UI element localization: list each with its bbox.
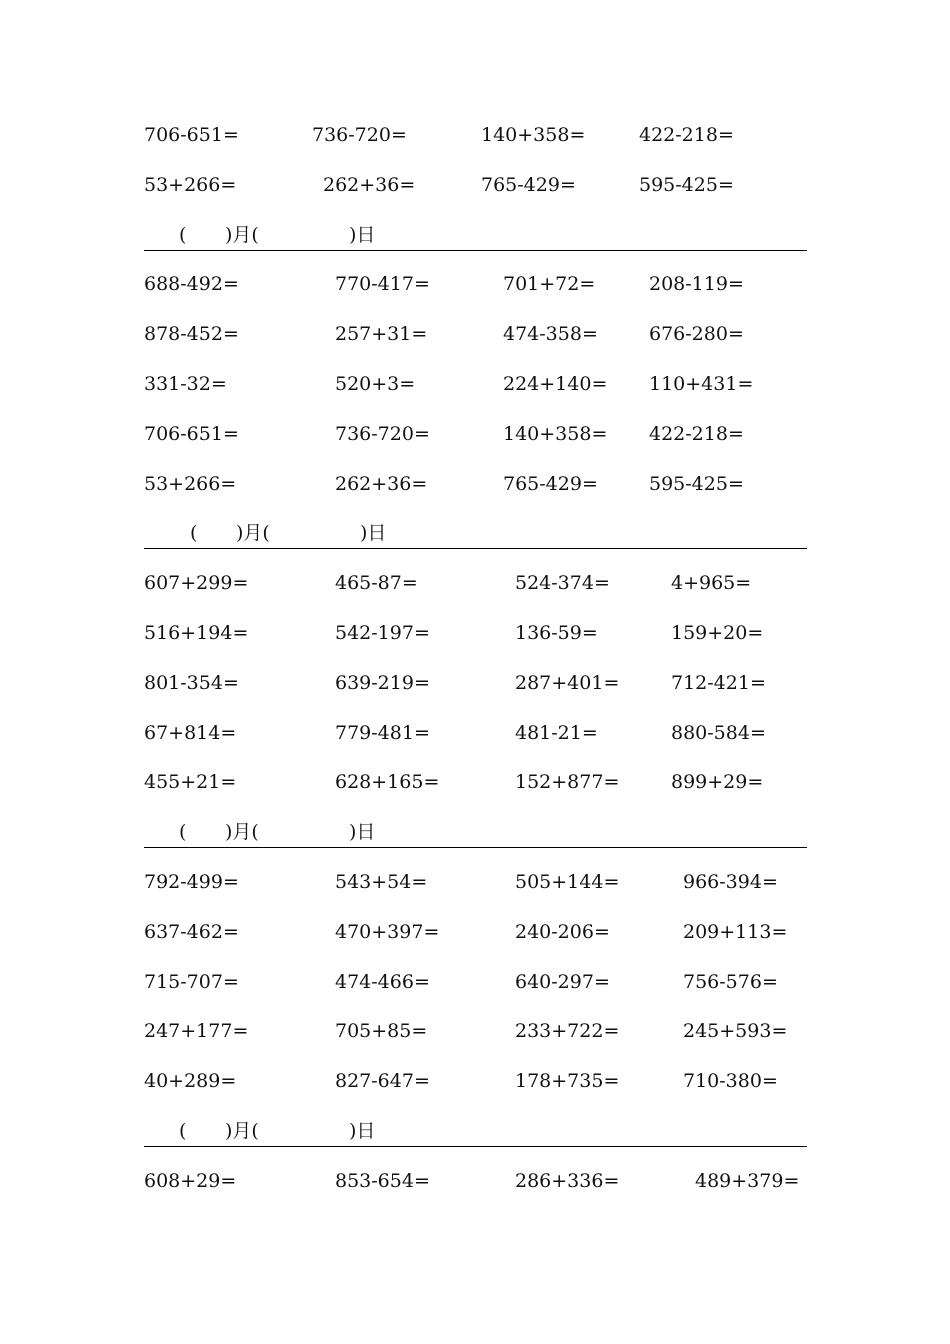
arithmetic-problem: 287+401=: [515, 671, 620, 694]
arithmetic-problem: 543+54=: [335, 871, 428, 893]
arithmetic-problem: 474-358=: [503, 323, 598, 346]
arithmetic-problem: 637-462=: [144, 920, 239, 943]
arithmetic-problem: 422-218=: [639, 124, 734, 146]
arithmetic-problem: 247+177=: [144, 1020, 249, 1043]
problem-row: [0, 1066, 950, 1096]
arithmetic-problem: 331-32=: [144, 373, 227, 395]
arithmetic-problem: 178+735=: [515, 1070, 620, 1093]
arithmetic-problem: 779-481=: [335, 721, 430, 744]
arithmetic-problem: 40+289=: [144, 1070, 237, 1093]
arithmetic-problem: 262+36=: [323, 173, 416, 196]
arithmetic-problem: 481-21=: [515, 721, 598, 744]
arithmetic-problem: 262+36=: [335, 472, 428, 495]
arithmetic-problem: 765-429=: [503, 472, 598, 495]
problem-row: [0, 718, 950, 748]
arithmetic-problem: 966-394=: [683, 871, 778, 893]
problem-row: [0, 1016, 950, 1046]
arithmetic-problem: 4+965=: [671, 572, 752, 595]
date-header: [144, 817, 807, 848]
arithmetic-problem: 53+266=: [144, 173, 237, 196]
arithmetic-problem: 706-651=: [144, 422, 239, 445]
arithmetic-problem: 701+72=: [503, 273, 596, 296]
arithmetic-problem: 286+336=: [515, 1169, 620, 1192]
arithmetic-problem: 607+299=: [144, 572, 249, 595]
arithmetic-problem: 792-499=: [144, 871, 239, 893]
arithmetic-problem: 736-720=: [335, 422, 430, 445]
arithmetic-problem: 706-651=: [144, 124, 239, 146]
arithmetic-problem: 465-87=: [335, 572, 418, 595]
arithmetic-problem: 878-452=: [144, 323, 239, 346]
arithmetic-problem: 688-492=: [144, 273, 239, 296]
arithmetic-problem: 505+144=: [515, 871, 620, 893]
arithmetic-problem: 524-374=: [515, 572, 610, 595]
arithmetic-problem: 136-59=: [515, 622, 598, 644]
arithmetic-problem: 470+397=: [335, 920, 440, 943]
date-day-label: )日: [349, 1120, 376, 1142]
problem-row: [0, 767, 950, 797]
arithmetic-problem: 455+21=: [144, 771, 237, 794]
arithmetic-problem: 756-576=: [683, 970, 778, 993]
problem-row: [0, 319, 950, 349]
problem-row: [0, 568, 950, 598]
arithmetic-problem: 489+379=: [695, 1169, 800, 1192]
arithmetic-problem: 140+358=: [481, 124, 586, 146]
arithmetic-problem: 240-206=: [515, 920, 610, 943]
arithmetic-problem: 853-654=: [335, 1169, 430, 1192]
arithmetic-problem: 257+31=: [335, 323, 428, 346]
arithmetic-problem: 710-380=: [683, 1070, 778, 1093]
arithmetic-problem: 224+140=: [503, 373, 608, 395]
problem-row: [0, 120, 950, 150]
arithmetic-problem: 899+29=: [671, 771, 764, 794]
problem-row: [0, 269, 950, 299]
arithmetic-problem: 736-720=: [312, 124, 407, 146]
date-header: [144, 220, 807, 251]
arithmetic-problem: 705+85=: [335, 1020, 428, 1043]
arithmetic-problem: 209+113=: [683, 920, 788, 943]
date-open-paren: (: [179, 223, 187, 246]
arithmetic-problem: 712-421=: [671, 671, 766, 694]
date-day-label: )日: [360, 522, 387, 545]
date-month-label: )月(: [225, 223, 259, 246]
problem-row: [0, 369, 950, 399]
date-month-label: )月(: [225, 821, 259, 844]
date-open-paren: (: [179, 1120, 187, 1142]
arithmetic-problem: 110+431=: [649, 373, 754, 395]
arithmetic-problem: 639-219=: [335, 671, 430, 694]
arithmetic-problem: 608+29=: [144, 1169, 237, 1192]
problem-row: [0, 469, 950, 499]
date-month-label: )月(: [236, 522, 270, 545]
arithmetic-problem: 770-417=: [335, 273, 430, 296]
arithmetic-problem: 628+165=: [335, 771, 440, 794]
arithmetic-problem: 542-197=: [335, 622, 430, 644]
arithmetic-problem: 140+358=: [503, 422, 608, 445]
arithmetic-problem: 640-297=: [515, 970, 610, 993]
arithmetic-problem: 595-425=: [649, 472, 744, 495]
arithmetic-problem: 245+593=: [683, 1020, 788, 1043]
arithmetic-problem: 53+266=: [144, 472, 237, 495]
arithmetic-problem: 152+877=: [515, 771, 620, 794]
date-header: [144, 518, 807, 549]
date-day-label: )日: [349, 223, 376, 246]
arithmetic-problem: 159+20=: [671, 622, 764, 644]
arithmetic-problem: 676-280=: [649, 323, 744, 346]
arithmetic-problem: 827-647=: [335, 1070, 430, 1093]
problem-row: [0, 917, 950, 947]
date-month-label: )月(: [225, 1120, 259, 1142]
problem-row: [0, 668, 950, 698]
arithmetic-problem: 516+194=: [144, 622, 249, 644]
arithmetic-problem: 880-584=: [671, 721, 766, 744]
arithmetic-problem: 595-425=: [639, 173, 734, 196]
date-day-label: )日: [349, 821, 376, 844]
problem-row: [0, 618, 950, 648]
problem-row: [0, 967, 950, 997]
date-open-paren: (: [179, 821, 187, 844]
date-header: [144, 1116, 807, 1147]
arithmetic-problem: 474-466=: [335, 970, 430, 993]
arithmetic-problem: 208-119=: [649, 273, 744, 296]
arithmetic-problem: 422-218=: [649, 422, 744, 445]
problem-row: [0, 170, 950, 200]
arithmetic-problem: 801-354=: [144, 671, 239, 694]
problem-row: [0, 1166, 950, 1196]
date-open-paren: (: [190, 522, 198, 545]
problem-row: [0, 419, 950, 449]
arithmetic-problem: 715-707=: [144, 970, 239, 993]
arithmetic-problem: 233+722=: [515, 1020, 620, 1043]
arithmetic-problem: 520+3=: [335, 373, 416, 395]
arithmetic-problem: 67+814=: [144, 721, 237, 744]
arithmetic-problem: 765-429=: [481, 173, 576, 196]
problem-row: [0, 867, 950, 897]
